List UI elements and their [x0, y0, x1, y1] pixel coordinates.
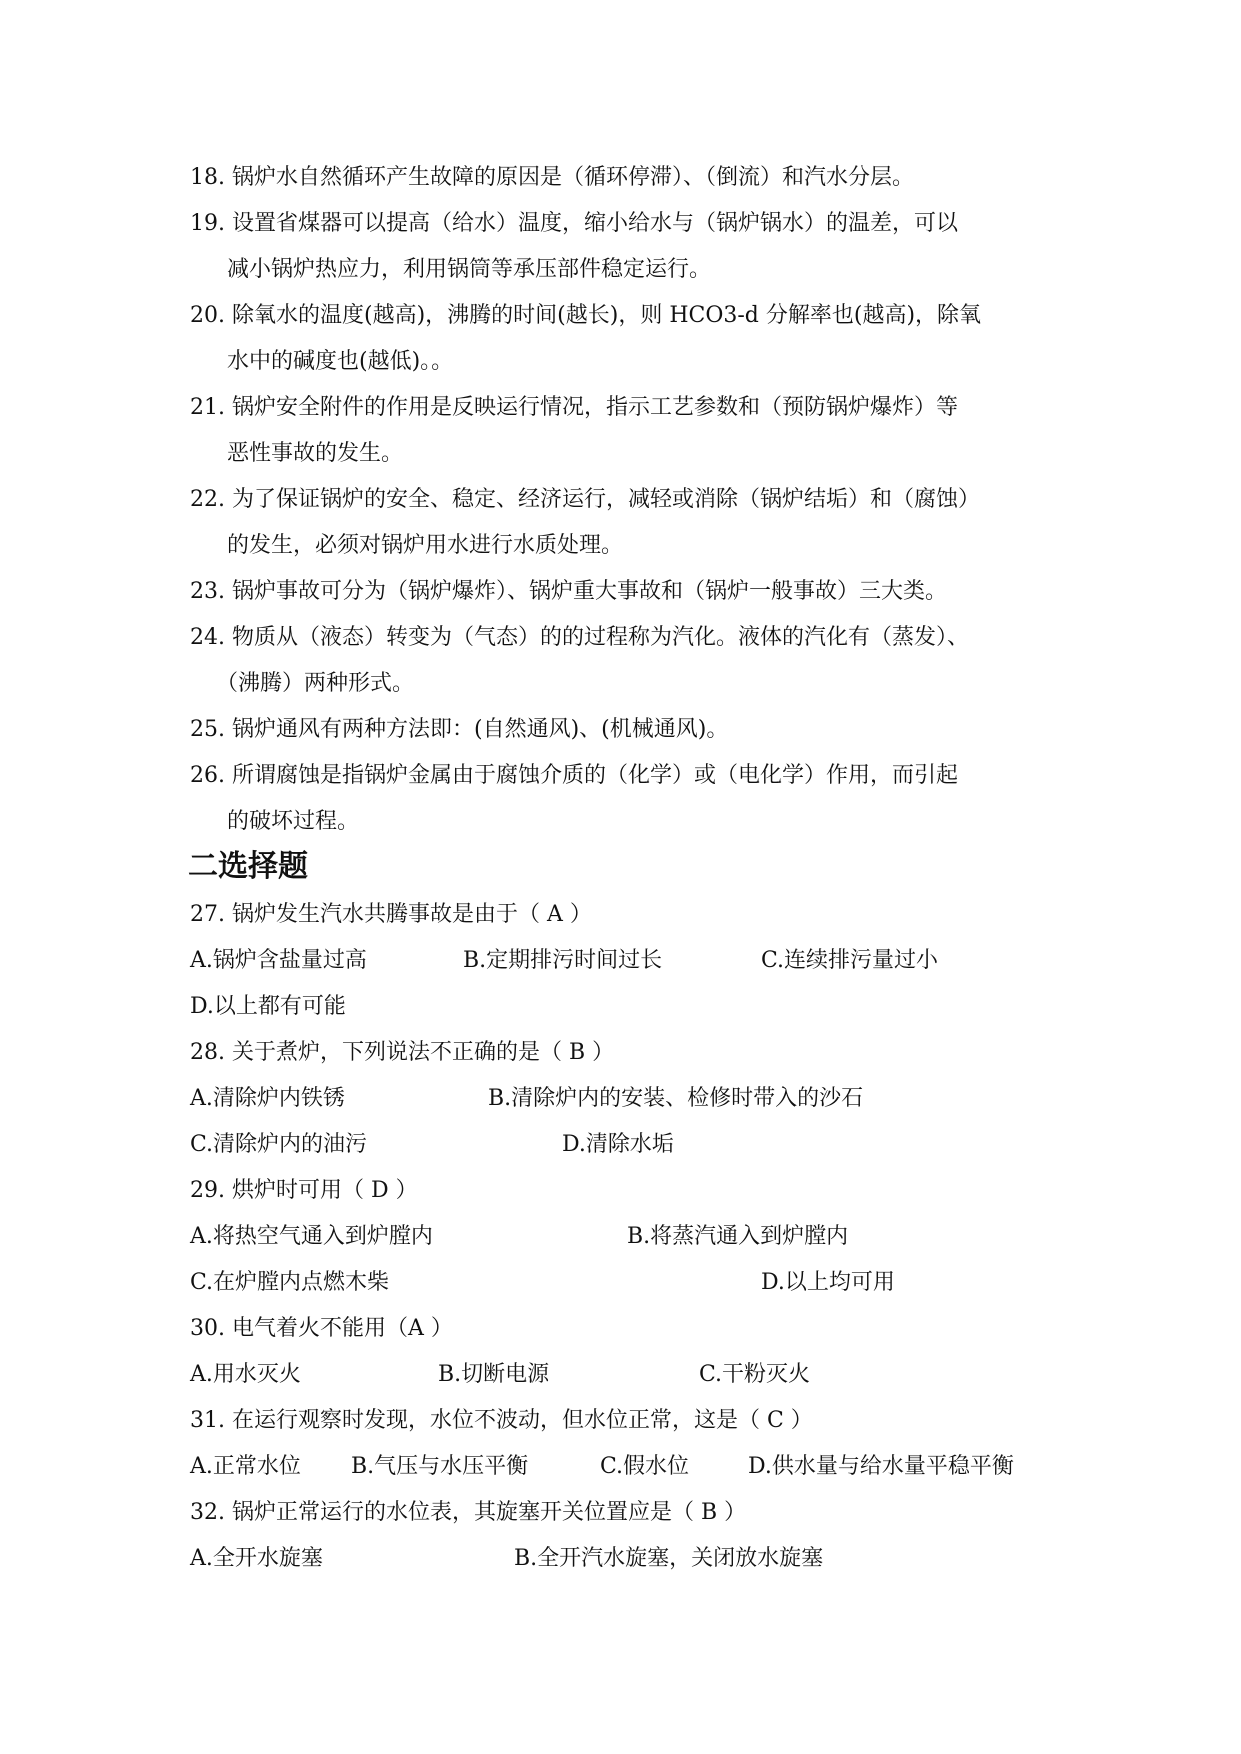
question-27-stem: 27. 锅炉发生汽水共腾事故是由于（ A ）	[190, 902, 592, 927]
question-number: 24.	[190, 625, 225, 650]
question-27-option-a: A.锅炉含盐量过高	[190, 948, 367, 973]
question-27-option-b: B.定期排污时间过长	[463, 948, 663, 973]
question-29-option-c: C.在炉膛内点燃木柴	[190, 1270, 390, 1295]
question-25-line-1	[190, 715, 728, 745]
question-text: 锅炉水自然循环产生故障的原因是（循环停滞）、（倒流）和汽水分层。	[232, 165, 915, 190]
question-24-line-2: （沸腾）两种形式。	[216, 671, 415, 696]
question-number: 18.	[190, 165, 225, 190]
question-text: 所谓腐蚀是指锅炉金属由于腐蚀介质的（化学）或（电化学）作用，而引起	[232, 763, 959, 788]
question-number: 20.	[190, 303, 225, 328]
question-number: 25.	[190, 717, 225, 742]
question-31-option-c: C.假水位	[600, 1454, 690, 1479]
question-21-line-2: 恶性事故的发生。	[227, 441, 404, 466]
question-text: 锅炉安全附件的作用是反映运行情况，指示工艺参数和（预防锅炉爆炸）等	[232, 395, 959, 420]
question-19-line-1	[190, 209, 958, 239]
question-29-stem: 29. 烘炉时可用（ D ）	[190, 1178, 418, 1203]
question-32-option-a: A.全开水旋塞	[190, 1546, 323, 1571]
question-20-line-1	[190, 301, 981, 331]
question-29-option-b: B.将蒸汽通入到炉膛内	[627, 1224, 849, 1249]
question-28-stem: 28. 关于煮炉，下列说法不正确的是（ B ）	[190, 1040, 615, 1065]
question-31-stem: 31. 在运行观察时发现，水位不波动，但水位正常，这是（ C ）	[190, 1408, 813, 1433]
question-26-line-2: 的破坏过程。	[227, 809, 360, 834]
question-29-option-d: D.以上均可用	[761, 1270, 895, 1295]
question-text: 设置省煤器可以提高（给水）温度，缩小给水与（锅炉锅水）的温差，可以	[232, 211, 959, 236]
question-20-line-2: 水中的碱度也(越低)。。	[227, 349, 454, 374]
question-23-line-1	[190, 577, 947, 607]
question-30-option-b: B.切断电源	[438, 1362, 550, 1387]
question-30-option-a: A.用水灭火	[190, 1362, 301, 1387]
question-number: 19.	[190, 211, 225, 236]
question-number: 22.	[190, 487, 225, 512]
question-text: 除氧水的温度(越高)，沸腾的时间(越长)，则 HCO3-d 分解率也(越高)，除氧	[232, 303, 982, 328]
question-21-line-1	[190, 393, 958, 423]
question-text: 锅炉通风有两种方法即：(自然通风)、(机械通风)。	[232, 717, 729, 742]
question-31-option-b: B.气压与水压平衡	[351, 1454, 529, 1479]
question-28-option-b: B.清除炉内的安装、检修时带入的沙石	[488, 1086, 864, 1111]
question-22-line-2: 的发生，必须对锅炉用水进行水质处理。	[227, 533, 624, 558]
question-number: 26.	[190, 763, 225, 788]
question-number: 21.	[190, 395, 225, 420]
question-text: 为了保证锅炉的安全、稳定、经济运行，减轻或消除（锅炉结垢）和（腐蚀）	[232, 487, 981, 512]
question-32-stem: 32. 锅炉正常运行的水位表，其旋塞开关位置应是（ B ）	[190, 1500, 747, 1525]
question-30-option-c: C.干粉灭火	[699, 1362, 811, 1387]
question-27-option-d: D.以上都有可能	[190, 994, 346, 1019]
question-29-option-a: A.将热空气通入到炉膛内	[190, 1224, 433, 1249]
question-22-line-1	[190, 485, 980, 515]
question-31-option-d: D.供水量与给水量平稳平衡	[748, 1454, 1014, 1479]
question-text: 物质从（液态）转变为（气态）的的过程称为汽化。液体的汽化有（蒸发）、	[232, 625, 970, 650]
question-number: 23.	[190, 579, 225, 604]
question-19-line-2: 减小锅炉热应力，利用锅筒等承压部件稳定运行。	[227, 257, 712, 282]
question-28-option-a: A.清除炉内铁锈	[190, 1086, 345, 1111]
question-28-option-c: C.清除炉内的油污	[190, 1132, 368, 1157]
question-26-line-1	[190, 761, 958, 791]
question-24-line-1	[190, 623, 969, 653]
question-30-stem: 30. 电气着火不能用（A ）	[190, 1316, 453, 1341]
question-31-option-a: A.正常水位	[190, 1454, 301, 1479]
section-heading: 二选择题	[188, 849, 308, 884]
question-18-line-1	[190, 163, 914, 193]
question-28-option-d: D.清除水垢	[562, 1132, 674, 1157]
question-32-option-b: B.全开汽水旋塞，关闭放水旋塞	[514, 1546, 824, 1571]
question-27-option-c: C.连续排污量过小	[761, 948, 939, 973]
question-text: 锅炉事故可分为（锅炉爆炸）、锅炉重大事故和（锅炉一般事故）三大类。	[232, 579, 948, 604]
